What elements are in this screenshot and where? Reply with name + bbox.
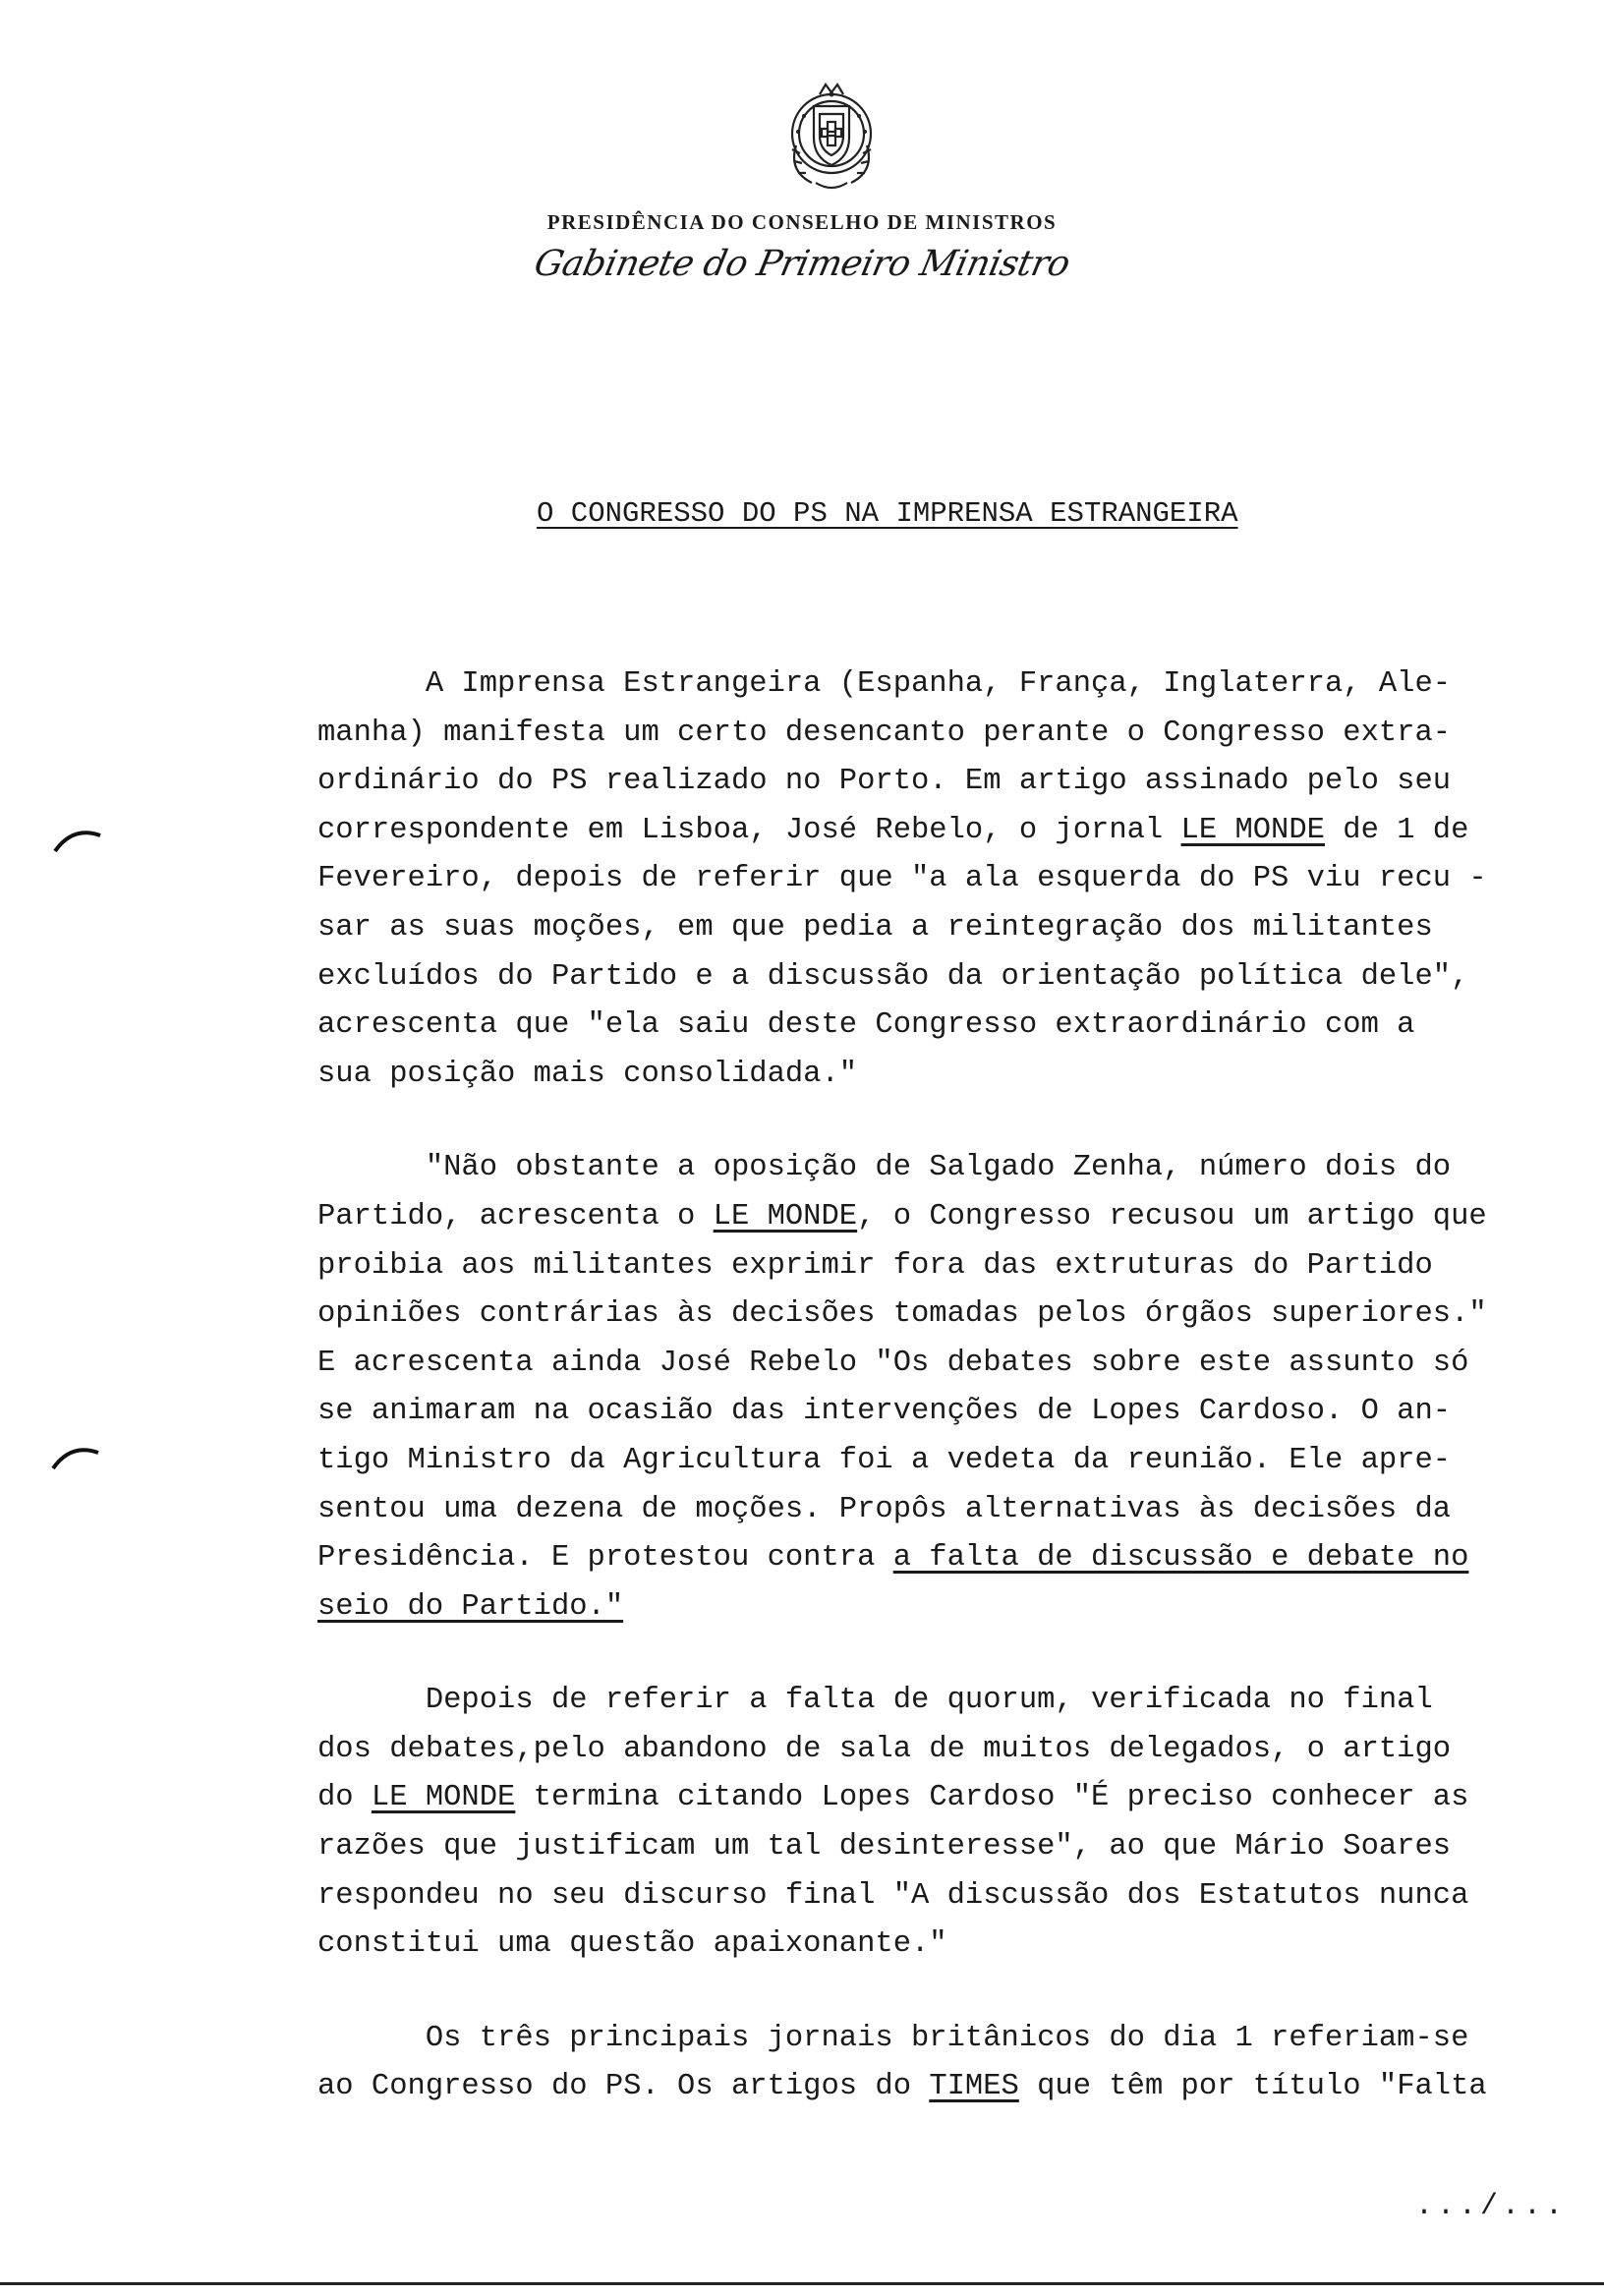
text-segment: , o Congresso recusou um artigo que [857,1199,1487,1234]
text-segment: Presidência. E protestou contra [317,1541,893,1576]
portuguese-coat-of-arms-icon [774,77,888,199]
text-line: acrescenta que "ela saiu deste Congresso extraordinário com a [317,1008,1415,1043]
text-segment: correspondente em Lisboa, José Rebelo, o jornal [317,813,1181,847]
text-line: Fevereiro, depois de referir que "a ala esquerda do PS viu recu - [317,862,1487,896]
document-title: O CONGRESSO DO PS NA IMPRENSA ESTRANGEIRA [537,497,1238,530]
text-line [317,2063,1595,2112]
text-line: sar as suas moções, em que pedia a reintegração dos militantes [317,910,1433,945]
text-segment: que têm por título "Falta [1018,2070,1487,2104]
text-line: respondeu no seu discurso final "A discussão dos Estatutos nunca [317,1878,1469,1913]
text-segment: de 1 de [1324,813,1469,847]
text-segment: ao Congresso do PS. Os artigos do [317,2070,930,2104]
text-segment: do [317,1781,372,1815]
text-line: proibia aos militantes exprimir fora das extruturas do Partido [317,1248,1433,1283]
underlined-line: seio do Partido." [317,1589,624,1624]
text-line [317,1534,1595,1583]
text-line [317,1774,1595,1823]
text-line: sentou uma dezena de moções. Propôs alternativas às decisões da [317,1492,1452,1526]
paragraph-1 [317,660,1595,1099]
text-line [317,1193,1595,1242]
letterhead-institution: PRESIDÊNCIA DO CONSELHO DE MINISTROS [546,210,1058,234]
text-line: se animaram na ocasião das intervenções de Lopes Cardoso. O an- [317,1395,1452,1429]
paragraph-4 [317,2015,1595,2112]
text-line: tigo Ministro da Agricultura foi a vedeta da reunião. Ele apre- [317,1443,1452,1477]
continuation-mark: .../... [1415,2190,1568,2223]
text-line: Depois de referir a falta de quorum, verificada no final [317,1684,1433,1718]
newspaper-name-times: TIMES [929,2070,1019,2104]
text-line: E acrescenta ainda José Rebelo "Os debates sobre este assunto só [317,1346,1469,1380]
text-line: "Não obstante a oposição de Salgado Zenha, número dois do [317,1151,1452,1185]
underlined-phrase: a falta de discussão e debate no [892,1541,1469,1576]
document-body [317,660,1595,2157]
paragraph-3 [317,1677,1595,1970]
text-line: ordinário do PS realizado no Porto. Em artigo assinado pelo seu [317,765,1452,799]
text-line: manha) manifesta um certo desencanto perante o Congresso extra- [317,716,1452,750]
text-line: sua posição mais consolidada." [317,1057,858,1091]
text-segment: termina citando Lopes Cardoso "É preciso conhecer as [515,1781,1469,1815]
hole-punch-mark-icon [49,822,108,857]
newspaper-name-le-monde: LE MONDE [1180,813,1325,847]
text-line [317,807,1595,856]
text-line: dos debates,pelo abandono de sala de muitos delegados, o artigo [317,1732,1452,1766]
text-line: constitui uma questão apaixonante." [317,1927,947,1962]
scan-edge-line [0,2282,1604,2285]
text-line: razões que justificam um tal desinteresse", ao que Mário Soares [317,1830,1452,1865]
text-line: excluídos do Partido e a discussão da orientação política dele", [317,959,1469,994]
paragraph-2 [317,1144,1595,1632]
text-segment: Partido, acrescenta o [317,1199,714,1234]
text-line: opiniões contrárias às decisões tomadas pelos órgãos superiores." [317,1297,1487,1332]
text-line: A Imprensa Estrangeira (Espanha, França, Inglaterra, Ale- [317,667,1452,701]
text-line: Os três principais jornais britânicos do dia 1 referiam-se [317,2021,1469,2055]
letterhead-office: Gabinete do Primeiro Ministro [531,244,1073,284]
newspaper-name-le-monde: LE MONDE [713,1199,858,1234]
hole-punch-mark-icon [47,1439,106,1474]
newspaper-name-le-monde: LE MONDE [371,1781,516,1815]
